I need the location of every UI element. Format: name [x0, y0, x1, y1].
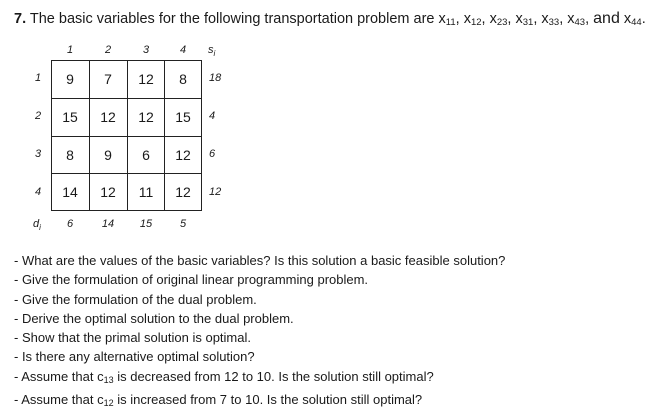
question-list: [14, 251, 505, 413]
cost-cell: 12: [100, 109, 116, 125]
cost-cell: 15: [62, 109, 78, 125]
demand-header: $d_i$: [33, 218, 41, 233]
question-item: - What are the values of the basic variables? Is this solution a basic feasible solution?: [14, 253, 506, 268]
basic-variable: $x_{11}$,: [438, 11, 464, 28]
problem-intro: The basic variables for the following transportation problem are: [29, 11, 435, 27]
column-header: 1: [66, 44, 74, 56]
column-header: 4: [179, 44, 187, 56]
cost-cell: 11: [138, 184, 154, 200]
supply-value: 6: [209, 148, 216, 160]
question-item: - Derive the optimal solution to the dual problem.: [14, 310, 294, 326]
supply-header: $s_i$: [208, 44, 216, 59]
demand-value: 15: [139, 218, 153, 230]
column-header: 2: [104, 44, 112, 56]
cost-cell: 12: [175, 184, 191, 200]
cost-cell: 12: [138, 109, 154, 125]
cost-cell: 8: [66, 147, 74, 163]
problem-number: 7.: [14, 11, 27, 27]
problem-statement: [14, 10, 646, 28]
basic-variable: $x_{33}$,: [541, 11, 568, 28]
row-header: 3: [34, 148, 42, 160]
supply-value: 12: [209, 186, 222, 198]
supply-value: 18: [209, 72, 222, 84]
row-header: 1: [34, 72, 42, 84]
question-item: - Is there any alternative optimal solution?: [14, 349, 255, 365]
basic-variable: $x_{43}$,: [567, 11, 594, 28]
row-header: 2: [34, 110, 42, 122]
and-word: and: [593, 10, 620, 27]
question-item: - Assume that $c_{13}$ is decreased from 12 to 10. Is the solution still optimal?: [14, 368, 434, 385]
cost-cell: 14: [62, 184, 78, 200]
demand-value: 6: [66, 218, 74, 230]
cost-cell: 12: [100, 184, 116, 200]
cost-cell: 9: [66, 71, 74, 87]
cost-cell: 6: [142, 147, 150, 163]
question-item: - Give the formulation of the dual problem.: [14, 291, 257, 307]
cost-cell: 7: [104, 71, 112, 87]
question-item: - Give the formulation of original linear programming problem.: [14, 272, 369, 288]
column-header: 3: [142, 44, 150, 56]
supply-value: 4: [209, 110, 216, 122]
cost-cell: 8: [179, 71, 187, 87]
cost-cell: 12: [175, 147, 191, 163]
basic-variable: $x_{44}$.: [623, 11, 646, 28]
question-item: - Assume that $c_{12}$ is increased from 7 to 10. Is the solution still optimal?: [14, 392, 423, 409]
cost-cell: 15: [175, 109, 191, 125]
question-item: - Show that the primal solution is optimal.: [14, 330, 251, 346]
demand-value: 5: [179, 218, 187, 230]
demand-value: 14: [101, 218, 115, 230]
cost-cell: 9: [104, 147, 112, 163]
cost-cell: 12: [138, 71, 154, 87]
basic-variable: $x_{23}$,: [489, 11, 516, 28]
row-header: 4: [34, 186, 42, 198]
basic-variable: $x_{31}$,: [515, 11, 542, 28]
basic-variable: $x_{12}$,: [463, 11, 490, 28]
